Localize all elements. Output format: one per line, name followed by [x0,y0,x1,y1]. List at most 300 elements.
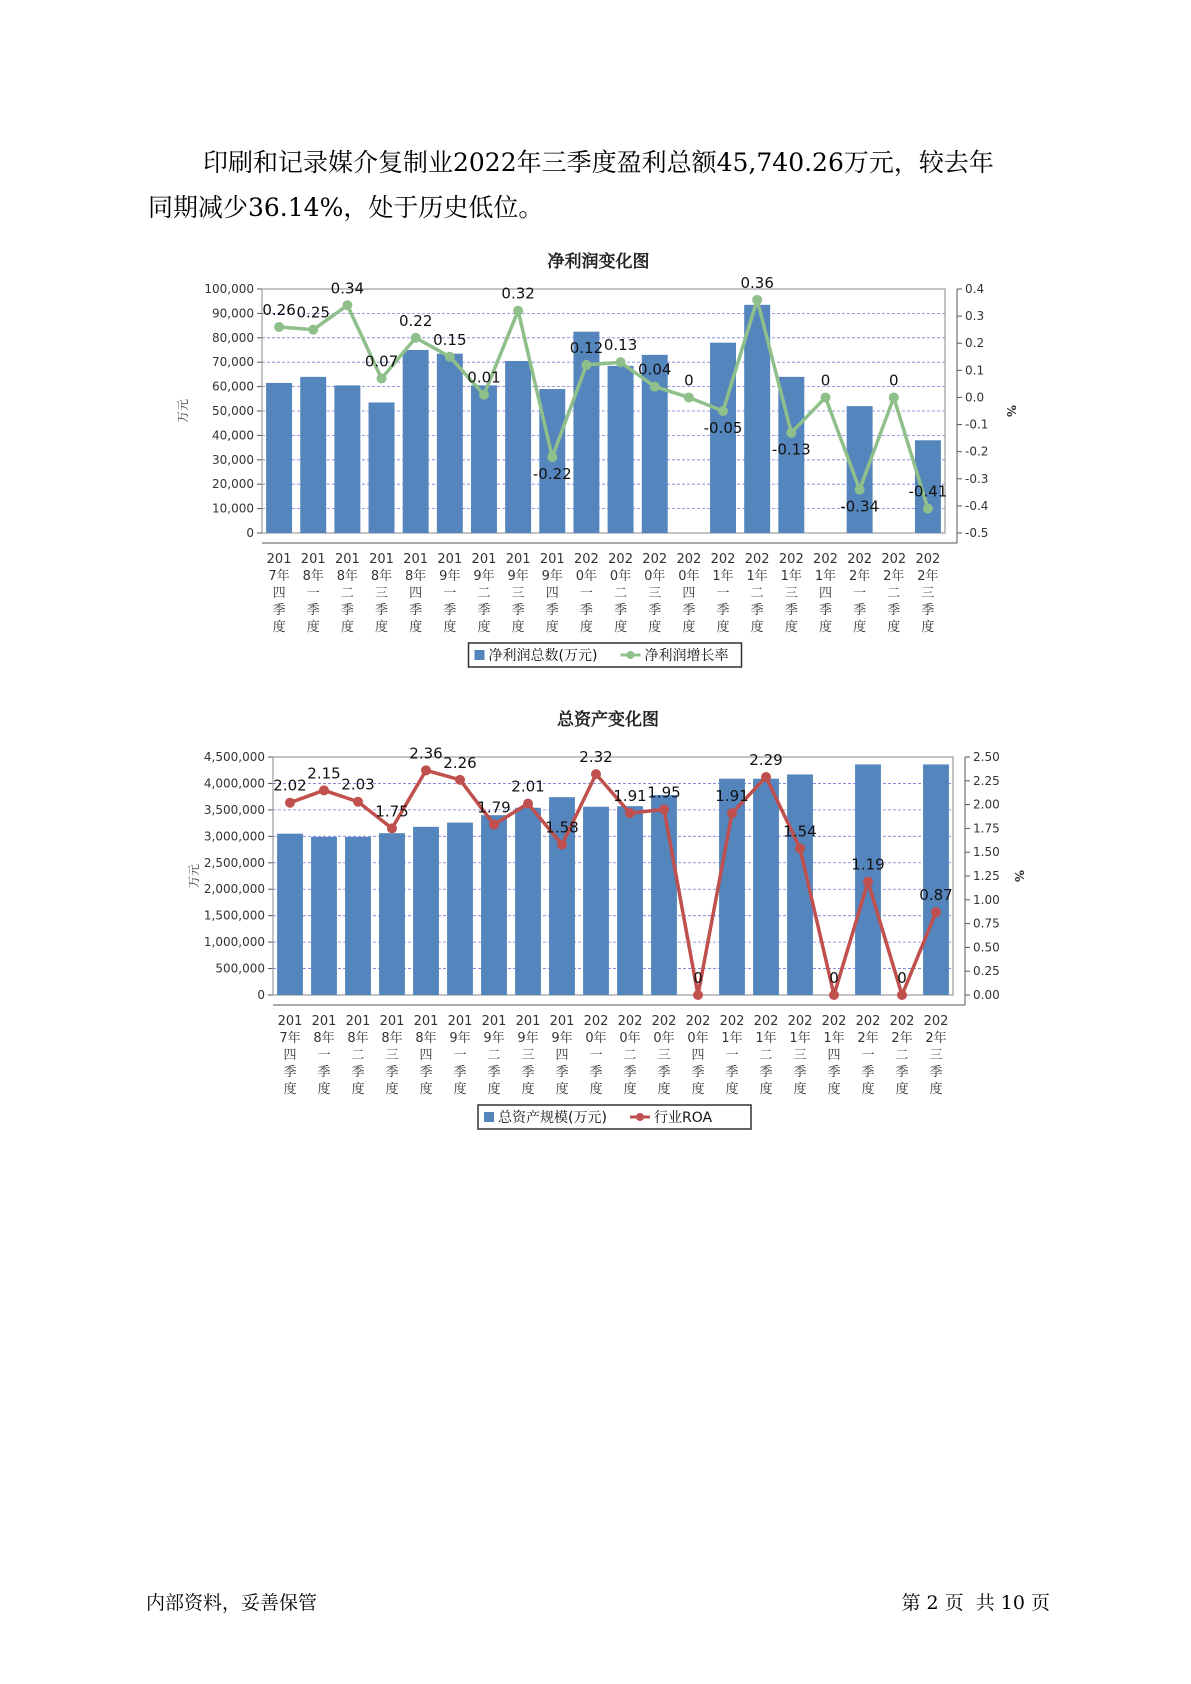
line-point [479,390,489,400]
x-tick-label-line: 度 [555,1082,569,1097]
x-tick-label-line: 一 [589,1048,603,1063]
footer-confidential-note: 内部资料，妥善保管 [146,1592,318,1614]
data-label: -0.34 [840,497,880,516]
bar [369,402,395,533]
x-tick-label-line: 度 [545,620,559,635]
legend-line-label: 行业ROA [654,1110,713,1126]
x-tick-label-line: 1年 [814,569,837,584]
x-tick-label-line: 季 [409,603,423,618]
x-tick-label-line: 三 [784,586,798,601]
x-tick-label-line: 度 [272,620,286,635]
x-tick-label-line: 2年 [857,1031,879,1046]
x-tick-label-line: 度 [657,1082,671,1097]
x-tick-label-line: 202 [778,552,804,567]
chart-title: 总资产变化图 [557,710,659,730]
x-tick-label-line: 0年 [609,569,632,584]
x-tick-label-line: 季 [759,1065,773,1080]
x-tick-label [676,552,701,635]
x-tick-label-line: 度 [895,1082,909,1097]
y-right-tick-label: 0.1 [965,363,985,378]
data-label: 2.32 [579,748,613,767]
line-point [342,300,352,310]
x-tick-label-line: 度 [589,1082,603,1097]
x-tick-label-line: 一 [306,586,320,601]
x-tick-label-line: 一 [443,586,457,601]
x-tick-label-line: 度 [648,620,662,635]
x-tick-label [584,1014,609,1097]
net-profit-chart-svg [0,244,1191,684]
y-right-tick-label: -0.5 [965,526,989,540]
x-tick-label-line: 度 [716,620,730,635]
line-point [727,808,737,818]
y-left-tick-label: 50,000 [212,404,254,418]
x-tick-label-line: 202 [617,1014,643,1029]
x-tick-label-line: 季 [895,1065,909,1080]
chart-title: 净利润变化图 [547,252,650,272]
x-tick-label-line: 度 [682,620,696,635]
x-tick-label-line: 季 [487,1065,501,1080]
x-tick-label [380,1014,405,1097]
line-point [752,295,762,305]
x-tick-label-line: 201 [300,552,326,567]
x-tick-label [686,1014,711,1097]
x-tick-label-line: 季 [921,603,935,618]
y-right-tick-label: 2.25 [973,773,1000,788]
x-tick-label-line: 度 [614,620,628,635]
x-tick-label [652,1014,677,1097]
line-point [319,785,329,795]
x-tick-label-line: 度 [477,620,491,635]
x-tick-label-line: 四 [283,1048,297,1063]
x-tick-label-line: 度 [725,1082,739,1097]
data-label: 0.12 [569,338,604,357]
x-tick-label-line: 202 [676,552,702,567]
x-tick-label-line: 季 [351,1065,365,1080]
line-point [693,990,703,1000]
x-tick-label-line: 度 [385,1082,399,1097]
data-label: 0.13 [603,336,638,355]
x-tick-label [335,552,360,635]
x-tick-label-line: 度 [351,1082,365,1097]
x-tick-label [608,552,633,635]
x-tick-label-line: 201 [277,1014,303,1029]
x-tick-label [516,1014,541,1097]
data-label: 0.36 [740,273,774,292]
x-tick-label-line: 季 [853,603,867,618]
y-left-tick-label: 20,000 [212,477,254,492]
data-label: -0.13 [771,440,811,459]
data-label: 0 [829,969,839,987]
x-tick-label-line: 2年 [848,569,871,584]
data-label: -0.41 [908,482,948,501]
x-tick-label [847,552,872,635]
y-left-tick-label: 3,000,000 [203,829,265,844]
y-right-tick-label: -0.1 [965,417,989,432]
x-tick-label-line: 201 [266,552,292,567]
x-tick-label-line: 8年 [313,1031,335,1046]
y-right-tick-label: 2.00 [973,797,1000,812]
legend-bar-swatch [475,650,485,660]
y-right-tick-label: 2.50 [973,750,1000,764]
y-right-tick-label: 0.2 [965,336,985,351]
x-tick-label-line: 202 [719,1014,745,1029]
x-tick-label-line: 三 [921,586,935,601]
x-tick-label-line: 季 [283,1065,297,1080]
data-label: 0.22 [398,311,433,330]
x-tick-label [745,552,770,635]
x-tick-label-line: 2年 [883,569,905,584]
x-tick-label-line: 度 [921,620,935,635]
legend-line-label: 净利润增长率 [644,648,729,664]
y-left-tick-label: 1,000,000 [203,935,265,950]
line-point [855,485,865,495]
x-tick-label-line: 1年 [755,1031,777,1046]
y-left-tick-label: 0 [257,988,265,1002]
x-tick-label-line: 7年 [268,569,290,584]
x-tick-label [574,552,599,635]
x-tick-label-line: 201 [505,552,531,567]
line-point [591,769,601,779]
x-tick-label-line: 202 [915,552,941,567]
x-tick-label [414,1014,439,1097]
bar [277,834,303,995]
x-tick-label-line: 二 [623,1048,637,1063]
y-right-tick-label: 0.75 [973,916,1000,931]
x-tick-label-line: 1年 [712,569,734,584]
line-point [650,382,660,392]
y-left-axis-label: 万元 [187,863,201,889]
x-tick-label-line: 季 [725,1065,739,1080]
x-tick-label-line: 季 [648,603,662,618]
x-tick-label-line: 三 [521,1048,535,1063]
bar [505,361,531,533]
y-left-tick-label: 1,500,000 [203,908,265,923]
x-tick-label-line: 二 [759,1048,773,1063]
x-tick-label-line: 度 [827,1082,841,1097]
x-tick-label-line: 201 [447,1014,473,1029]
x-tick-label-line: 度 [887,620,901,635]
bar [583,807,609,995]
x-tick-label [924,1014,949,1097]
bar [481,815,507,995]
y-right-tick-label: 0.50 [973,940,1000,955]
x-tick-label-line: 季 [623,1065,637,1080]
x-tick-label-line: 季 [340,603,354,618]
x-tick-label-line: 三 [657,1048,671,1063]
line-point [547,452,557,462]
data-label: 0 [684,371,694,390]
line-point [387,823,397,833]
line-point [581,360,591,370]
line-point [377,373,387,383]
x-tick-label-line: 201 [471,552,497,567]
x-tick-label-line: 202 [685,1014,711,1029]
x-tick-label-line: 四 [555,1048,569,1063]
x-tick-label-line: 201 [403,552,429,567]
x-tick-label [916,552,941,635]
x-tick-label-line: 8年 [302,569,324,584]
x-tick-label-line: 四 [818,586,832,601]
x-tick-label-line: 季 [827,1065,841,1080]
x-tick-label-line: 度 [317,1082,331,1097]
x-tick-label-line: 8年 [336,569,359,584]
data-label: 0.25 [296,303,330,322]
x-tick-label-line: 季 [272,603,286,618]
x-tick-label-line: 二 [477,586,491,601]
x-tick-label-line: 季 [555,1065,569,1080]
x-tick-label [448,1014,473,1097]
x-tick-label-line: 季 [682,603,696,618]
data-label: 2.36 [409,744,443,763]
x-tick-label-line: 201 [549,1014,575,1029]
legend-bar-label: 净利润总数(万元) [488,648,598,664]
line-point [523,799,533,809]
bar [403,350,429,533]
x-tick-label-line: 7年 [279,1031,301,1046]
bar [617,806,643,995]
x-tick-label-line: 202 [855,1014,881,1029]
y-left-tick-label: 60,000 [212,379,254,394]
y-left-tick-label: 30,000 [212,452,254,467]
x-tick-label-line: 202 [651,1014,677,1029]
bar [753,779,779,995]
line-point [421,765,431,775]
x-tick-label-line: 三 [385,1048,399,1063]
bar [345,837,371,995]
x-tick-label-line: 0年 [585,1031,607,1046]
x-tick-label [754,1014,779,1097]
y-left-tick-label: 4,000,000 [203,776,265,791]
x-tick-label-line: 季 [657,1065,671,1080]
x-tick-label-line: 三 [793,1048,807,1063]
y-left-tick-label: 100,000 [204,282,254,296]
x-tick-label-line: 202 [574,552,599,567]
x-tick-label-line: 度 [521,1082,535,1097]
x-tick-label-line: 季 [929,1065,943,1080]
data-label: 0.01 [467,368,501,387]
data-label: 2.26 [443,753,477,772]
x-tick-label-line: 202 [923,1014,949,1029]
y-left-tick-label: 4,500,000 [203,750,265,764]
x-tick-label [822,1014,847,1097]
x-tick-label [642,552,667,635]
x-tick-label-line: 9年 [449,1031,471,1046]
line-point [353,797,363,807]
data-label: 0.87 [919,886,953,905]
x-tick-label [506,552,531,635]
data-label: 0.07 [364,352,399,371]
bar [311,837,337,995]
x-tick-label-line: 度 [929,1082,943,1097]
x-tick-label [856,1014,881,1097]
x-tick-label-line: 1年 [789,1031,811,1046]
x-tick-label-line: 度 [453,1082,467,1097]
line-point [557,840,567,850]
x-tick-label [437,552,462,635]
x-tick-label [403,552,428,635]
x-tick-label-line: 度 [409,620,423,635]
x-tick-label-line: 三 [648,586,662,601]
y-right-tick-label: 1.25 [973,869,1000,883]
line-point [489,820,499,830]
x-tick-label-line: 202 [787,1014,813,1029]
x-tick-label-line: 8年 [347,1031,369,1046]
x-tick-label-line: 201 [539,552,565,567]
x-tick-label-line: 8年 [415,1031,437,1046]
x-tick-label-line: 1年 [746,569,768,584]
x-tick-label-line: 201 [369,552,394,567]
x-tick-label-line: 201 [334,552,360,567]
x-tick-label-line: 9年 [473,569,495,584]
x-tick-label-line: 季 [511,603,525,618]
y-right-tick-label: 0.4 [965,282,985,296]
data-label: 0 [889,371,899,390]
x-tick-label-line: 202 [744,552,770,567]
x-tick-label-line: 8年 [381,1031,403,1046]
x-tick-label-line: 四 [691,1048,705,1063]
line-point [931,907,941,917]
x-tick-label-line: 二 [340,586,354,601]
x-tick-label-line: 一 [716,586,730,601]
x-tick-label [540,552,565,635]
y-right-tick-label: 1.75 [973,821,1000,836]
x-tick-label [312,1014,337,1097]
line-point [445,352,455,362]
x-tick-label-line: 二 [351,1048,365,1063]
x-tick-label-line: 202 [821,1014,847,1029]
x-tick-label-line: 度 [818,620,832,635]
x-tick-label-line: 一 [725,1048,739,1063]
x-tick-label-line: 202 [881,552,907,567]
data-label: 2.15 [307,764,341,783]
total-assets-chart-svg [0,702,1191,1142]
x-tick-label-line: 二 [614,586,628,601]
data-label: 0 [693,969,703,987]
line-point [274,322,284,332]
x-tick-label-line: 0年 [575,569,598,584]
x-tick-label-line: 202 [753,1014,779,1029]
x-tick-label-line: 季 [589,1065,603,1080]
data-label: 1.54 [783,822,817,841]
x-tick-label-line: 度 [784,620,798,635]
x-tick-label-line: 四 [827,1048,841,1063]
bar [437,354,463,533]
x-tick-label-line: 202 [889,1014,915,1029]
bar [515,808,541,995]
net-profit-chart [0,244,1191,688]
x-tick-label-line: 季 [306,603,320,618]
y-left-tick-label: 90,000 [212,306,254,321]
x-tick-label-line: 二 [487,1048,501,1063]
y-left-tick-label: 500,000 [215,961,265,976]
line-point [829,990,839,1000]
x-tick-label-line: 三 [929,1048,943,1063]
x-tick-label-line: 9年 [541,569,563,584]
data-label: 1.79 [477,798,511,817]
x-tick-label-line: 度 [375,620,389,635]
x-tick-label-line: 度 [443,620,457,635]
bar [923,764,949,995]
x-tick-label-line: 季 [385,1065,399,1080]
data-label: 1.19 [851,855,885,874]
data-label: 0 [820,371,831,390]
x-tick-label-line: 一 [453,1048,467,1063]
line-point [616,357,626,367]
data-label: -0.05 [703,419,743,437]
x-tick-label [813,552,838,635]
x-tick-label-line: 201 [311,1014,337,1029]
x-tick-label [779,552,804,635]
line-point [786,428,796,438]
bar [300,377,326,533]
x-tick-label-line: 季 [579,603,593,618]
line-point [455,775,465,785]
x-tick-label-line: 度 [579,620,593,635]
x-tick-label-line: 8年 [405,569,427,584]
y-right-tick-label: -0.2 [965,444,989,459]
y-right-axis-label: % [1012,869,1026,883]
x-tick-label-line: 1年 [823,1031,845,1046]
bar [266,383,292,533]
x-tick-label [881,552,906,635]
y-right-tick-label: 0.0 [965,390,985,405]
data-label: -0.22 [532,465,572,484]
x-tick-label [711,552,736,635]
x-tick-label-line: 季 [818,603,832,618]
x-tick-label-line: 度 [793,1082,807,1097]
line-point [513,306,523,316]
x-tick-label-line: 度 [419,1082,433,1097]
line-point [820,392,830,402]
x-tick-label-line: 季 [861,1065,875,1080]
line-point [411,333,421,343]
x-tick-label-line: 季 [317,1065,331,1080]
x-tick-label-line: 四 [409,586,423,601]
x-tick-label-line: 201 [413,1014,439,1029]
data-label: 0.34 [330,279,365,298]
x-tick-label-line: 201 [515,1014,541,1029]
x-tick-label-line: 9年 [439,569,461,584]
y-left-tick-label: 80,000 [212,330,254,345]
x-tick-label-line: 二 [750,586,764,601]
bar [447,823,473,995]
data-label: 1.58 [545,818,579,837]
x-tick-label-line: 季 [716,603,730,618]
y-right-tick-label: 1.00 [973,892,1000,907]
legend-bar-swatch [484,1112,494,1122]
x-tick-label-line: 202 [813,552,838,567]
data-label: 2.03 [341,775,375,794]
y-right-axis-label: % [1004,404,1018,418]
x-tick-label-line: 201 [437,552,463,567]
line-point [897,990,907,1000]
line-point [285,798,295,808]
line-point [863,877,873,887]
line-point [625,808,635,818]
x-tick-label [550,1014,575,1097]
x-tick-label-line: 二 [887,586,901,601]
summary-line-1: 印刷和记录媒介复制业2022年三季度盈利总额45,740.26万元，较去年 [203,148,994,177]
y-left-tick-label: 70,000 [212,355,254,370]
line-point [923,504,933,514]
x-tick-label-line: 季 [453,1065,467,1080]
x-tick-label-line: 9年 [507,569,529,584]
x-tick-label-line: 度 [691,1082,705,1097]
x-tick-label-line: 202 [847,552,873,567]
line-point [761,772,771,782]
x-tick-label [301,552,326,635]
x-tick-label [788,1014,813,1097]
